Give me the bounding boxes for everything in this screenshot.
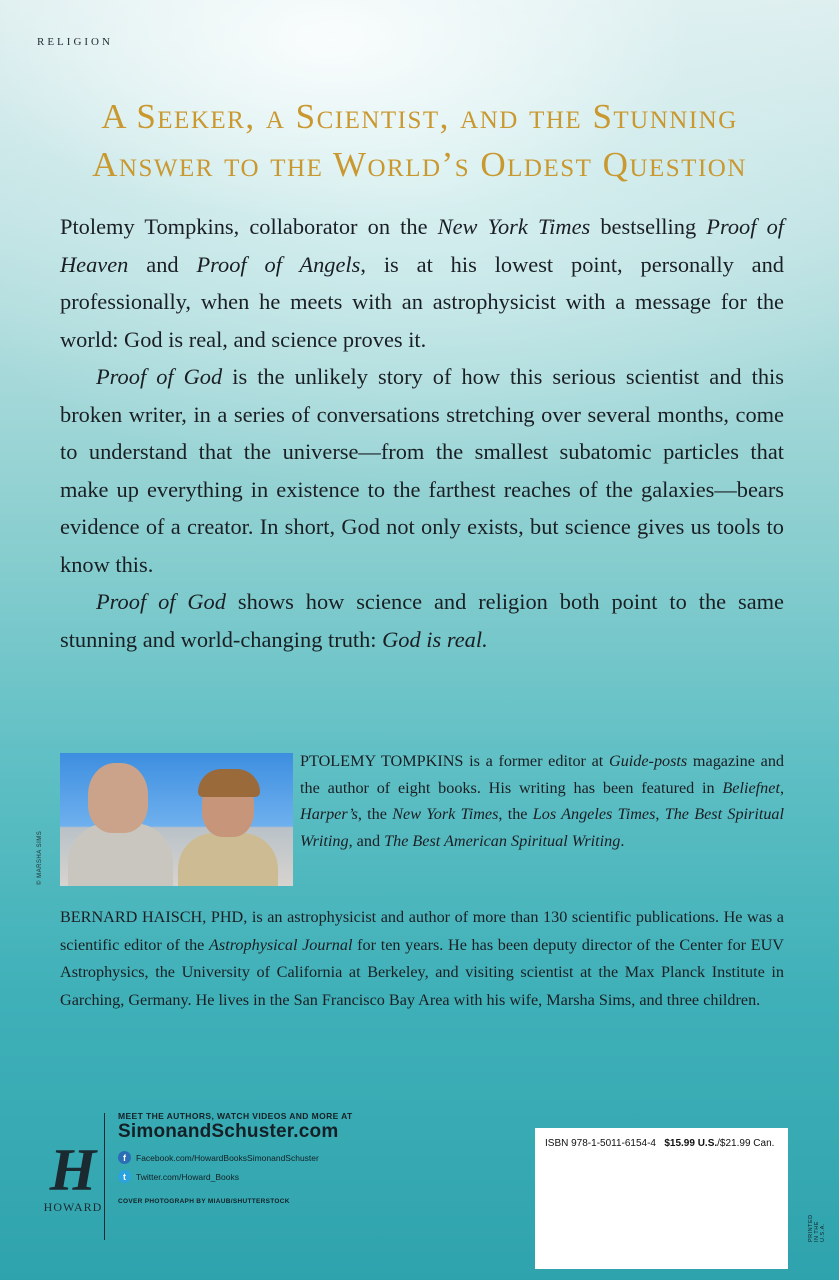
text-span: , is at his lowest point, personally and professionally, when he meets with an astrophysicist with a message for the world: God is real, and science proves it. <box>60 251 785 352</box>
text-span: BERNARD HAISCH, PHD, is an astrophysicist and author of more than 130 scientific publications. He was a scientific editor of the <box>60 908 784 954</box>
facebook-link[interactable] <box>118 1151 353 1164</box>
barcode-box <box>535 1128 788 1269</box>
author-bio-tompkins <box>300 748 784 855</box>
cover-credit: COVER PHOTOGRAPH BY MIAUB/SHUTTERSTOCK <box>118 1198 290 1205</box>
category-label: RELIGION <box>37 36 113 48</box>
bio-tompkins-text <box>300 748 784 855</box>
isbn: ISBN 978-1-5011-6154-4 <box>545 1138 656 1149</box>
author-photo <box>60 753 293 886</box>
italic-span: Proof of Angels <box>196 251 361 277</box>
italic-span: Proof of Heaven <box>60 214 785 277</box>
publisher-name: HOWARD <box>43 1200 103 1214</box>
blurb <box>60 208 784 658</box>
photo-credit: © MARSHA SIMS <box>37 830 43 885</box>
blurb-paragraph-1 <box>60 208 784 358</box>
italic-span: Proof of God <box>96 364 223 389</box>
text-span: , the <box>357 805 393 824</box>
divider <box>104 1113 105 1240</box>
italic-span: The Best American Spiritual Writing <box>384 832 621 851</box>
italic-span: New York Times <box>437 214 591 239</box>
italic-span: New York Times <box>392 805 499 824</box>
italic-span: Guide-posts <box>609 752 688 770</box>
text-span: PTOLEMY TOMPKINS is a former editor at <box>300 752 609 770</box>
text-span: . <box>620 832 625 851</box>
twitter-icon: t <box>118 1170 131 1183</box>
website-link[interactable]: SimonandSchuster.com <box>118 1121 339 1142</box>
blurb-paragraph-3 <box>60 583 784 658</box>
facebook-url: Facebook.com/HowardBooksSimonandSchuster <box>136 1152 319 1163</box>
italic-span: Astrophysical Journal <box>209 935 353 954</box>
text-span: bestselling <box>590 214 707 239</box>
printed-in: PRINTED IN THE U.S.A. <box>808 1214 826 1242</box>
publisher-logo <box>43 1137 103 1215</box>
promo-tagline: MEET THE AUTHORS, WATCH VIDEOS AND MORE AT <box>118 1111 353 1121</box>
text-span: , the <box>498 805 533 824</box>
headline <box>0 93 839 189</box>
text-span: , and <box>348 832 385 851</box>
text-span: , <box>779 778 784 797</box>
italic-span: Beliefnet <box>722 778 780 797</box>
text-span: shows how science and religion both point to the same stunning and world-changing truth: <box>60 589 784 652</box>
text-span: , <box>655 805 665 824</box>
twitter-link[interactable] <box>118 1170 353 1183</box>
publisher-logo-mark: H <box>49 1137 97 1203</box>
text-span: is the unlikely story of how this serious scientist and this broken writer, in a series of conversations stretching over several months, come to understand that the universe—from the smallest subatomic particles that make up everything in existence to the farthest reaches of the galaxies—bears evidence of a creator. In short, God not only exists, but science gives us tools to know this. <box>60 364 784 577</box>
italic-span: God is real. <box>382 626 488 652</box>
text-span: and <box>128 251 197 277</box>
italic-span: Harper’s <box>300 805 358 824</box>
isbn-price-line <box>545 1138 774 1149</box>
facebook-icon: f <box>118 1151 131 1164</box>
headline-line-2: Answer to the World’s Oldest Question <box>92 145 747 184</box>
author-bio-haisch <box>60 904 784 1014</box>
price-can: /$21.99 Can. <box>717 1138 775 1149</box>
bio-haisch-text <box>60 904 784 1014</box>
publisher-promo <box>118 1111 353 1205</box>
italic-span: Proof of God <box>96 589 226 614</box>
headline-line-1: A Seeker, a Scientist, and the Stunning <box>101 97 738 136</box>
text-span: magazine and the author of eight books. His writing has been featured in <box>300 752 785 797</box>
text-span: for ten years. He has been deputy director of the Center for EUV Astrophysics, the University of California at Berkeley, and visiting scientist at the Max Planck Institute in Garching, Germany. He lives in the San Francisco Bay Area with his wife, Marsha Sims, and three children. <box>60 935 784 1009</box>
blurb-paragraph-2 <box>60 358 784 583</box>
text-span: Ptolemy Tompkins, collaborator on the <box>60 214 438 239</box>
twitter-url: Twitter.com/Howard_Books <box>136 1171 239 1182</box>
price-us: $15.99 U.S. <box>664 1138 718 1149</box>
italic-span: Los Angeles Times <box>532 805 656 824</box>
italic-span: The Best Spiritual Writing <box>300 805 785 851</box>
